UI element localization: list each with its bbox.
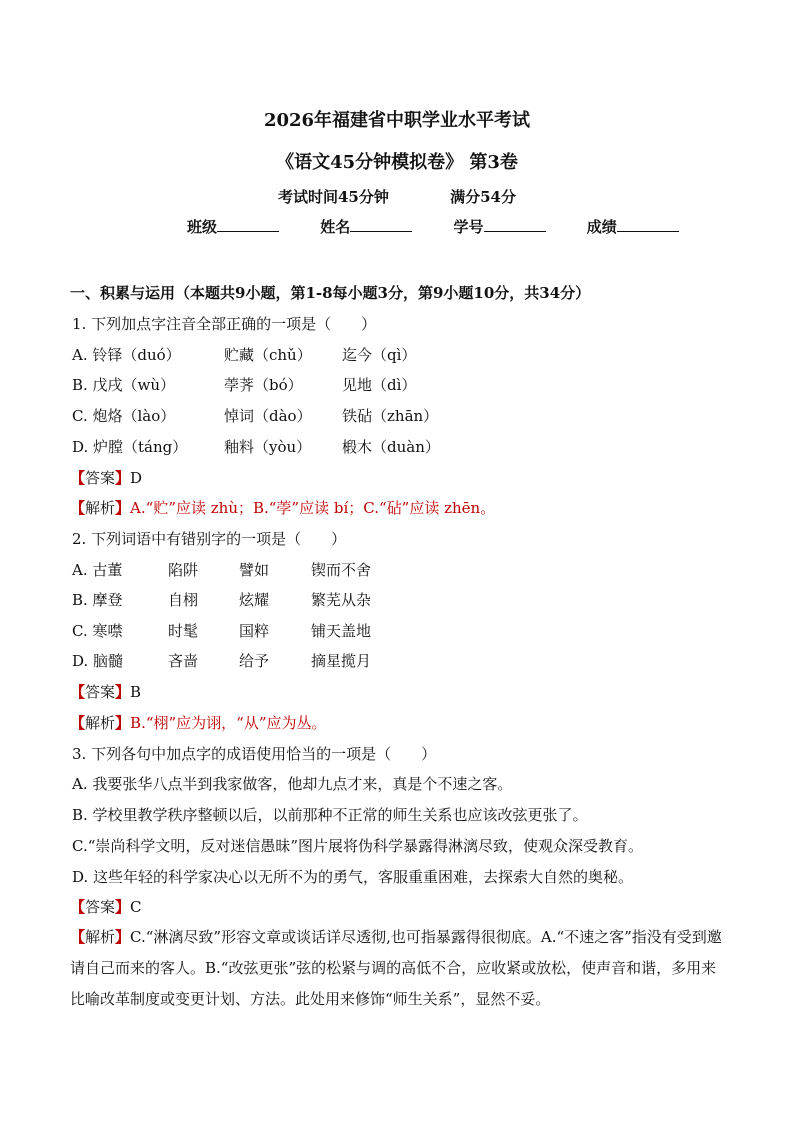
q1-option-a: A. 铃铎（duó） 贮藏（chǔ） 迄今（qì） [72,346,417,364]
q3-option-c: C.“崇尚科学文明，反对迷信愚昧”图片展将伪科学暴露得淋漓尽致，使观众深受教育。 [72,837,644,855]
student-info-row [187,216,715,237]
student-id-field[interactable]: 学号 [454,216,546,237]
q3-stem: 3. 下列各句中加点字的成语使用恰当的一项是（ ） [72,745,437,763]
q1-stem: 1. 下列加点字注音全部正确的一项是（ ） [72,315,377,333]
section-heading: 一、积累与运用（本题共9小题，第1-8每小题3分，第9小题10分，共34分） [70,284,591,302]
q3-analysis: 【解析】C.“淋漓尽致”形容文章或谈话详尽透彻,也可指暴露得很彻底。A.“不速之客”指没有受到邀请自己而来的客人。B.“改弦更张”弦的松紧与调的高低不合，应收紧或放松，使声音和谐，多用来比喻改革制度或变更计划、方法。此处用来修饰“师生关系”，显然不妥。 [70,928,722,1008]
name-field[interactable]: 姓名 [320,216,412,237]
grade-field[interactable]: 成绩 [587,216,679,237]
exam-subtitle: 《语文45分钟模拟卷》 第3卷 [276,152,518,173]
q2-option-c: C. 寒噤 时髦 国粹 铺天盖地 [72,622,372,640]
q1-answer: 【答案】D [70,469,143,487]
exam-time: 考试时间45分钟 [278,188,389,206]
q2-option-a: A. 古董 陷阱 譬如 锲而不舍 [72,561,372,579]
class-field[interactable]: 班级 [187,216,279,237]
exam-title: 2026年福建省中职学业水平考试 [263,110,531,131]
q2-option-d: D. 脑髓 吝啬 给予 摘星揽月 [72,652,372,670]
q1-option-b: B. 戊戌（wù） 荸荠（bó） 见地（dì） [72,376,417,394]
q3-option-b: B. 学校里教学秩序整顿以后，以前那种不正常的师生关系也应该改弦更张了。 [72,806,588,824]
q3-option-d: D. 这些年轻的科学家决心以无所不为的勇气，客服重重困难，去探索大自然的奥秘。 [72,868,634,886]
exam-score: 满分54分 [450,188,516,206]
q1-option-d: D. 炉膛（táng） 釉料（yòu） 椴木（duàn） [72,438,440,456]
q2-answer: 【答案】B [70,683,142,701]
q3-answer: 【答案】C [70,898,142,916]
exam-meta [0,186,794,207]
q3-option-a: A. 我要张华八点半到我家做客，他却九点才来，真是个不速之客。 [72,775,513,793]
q1-analysis: 【解析】A.“贮”应读 zhù；B.“荸”应读 bí；C.“砧”应读 zhēn。 [70,499,496,517]
q2-analysis: 【解析】B.“栩”应为诩，“从”应为丛。 [70,714,327,732]
q2-option-b: B. 摩登 自栩 炫耀 繁芜从杂 [72,591,372,609]
q1-option-c: C. 炮烙（lào） 悼词（dào） 铁砧（zhān） [72,407,439,425]
q2-stem: 2. 下列词语中有错别字的一项是（ ） [72,530,347,548]
